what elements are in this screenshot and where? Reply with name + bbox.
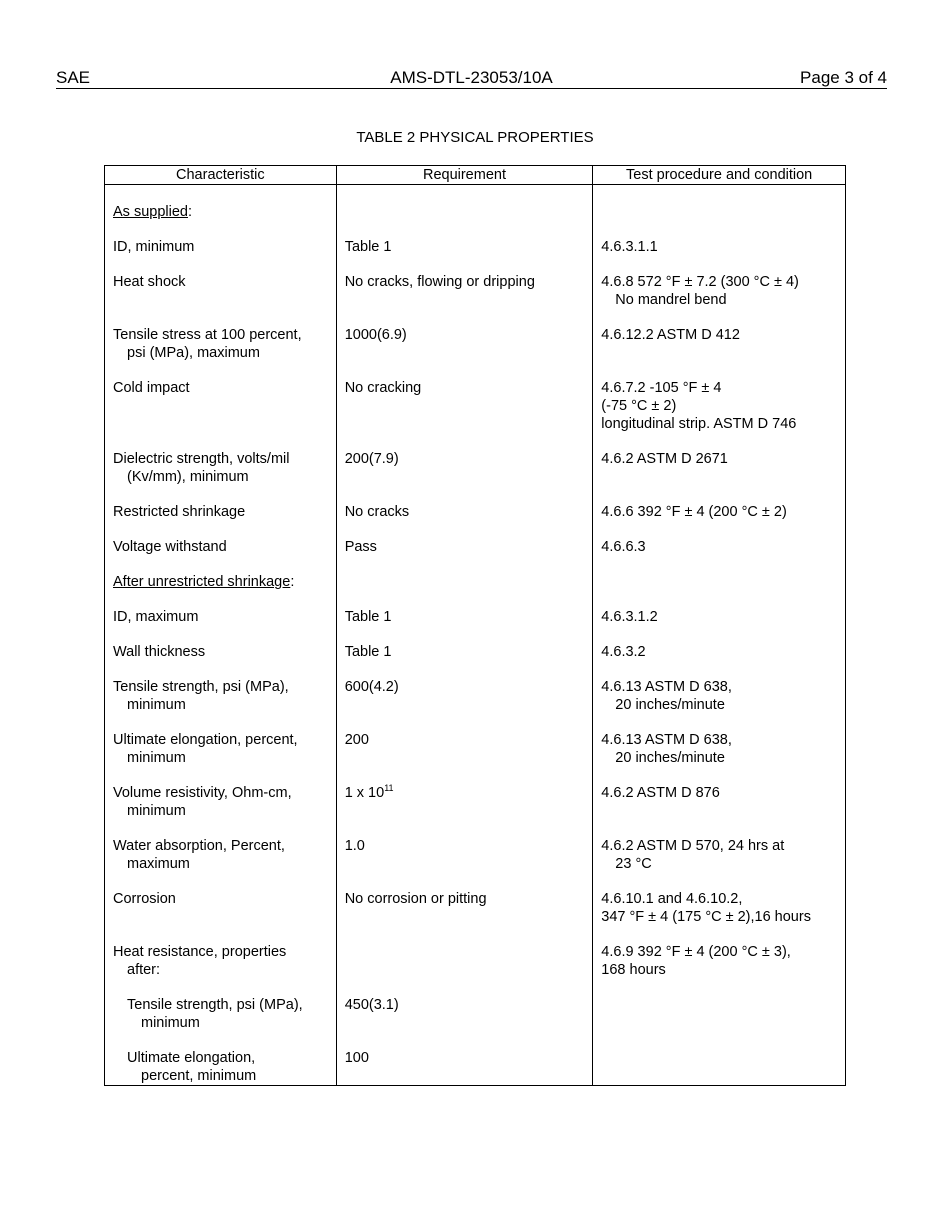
requirement-cell: 1000(6.9) (336, 326, 593, 379)
section-heading: After unrestricted shrinkage: (105, 573, 337, 608)
test-cell: 4.6.3.2 (593, 643, 846, 678)
characteristic-cell: Corrosion (105, 890, 337, 943)
test-cell: 4.6.6 392 °F ± 4 (200 °C ± 2) (593, 503, 846, 538)
characteristic-cell: Cold impact (105, 379, 337, 450)
column-header-test-procedure: Test procedure and condition (593, 166, 846, 185)
test-cell: 4.6.2 ASTM D 2671 (593, 450, 846, 503)
header-org: SAE (56, 68, 91, 87)
test-cell: 4.6.13 ASTM D 638, 20 inches/minute (593, 678, 846, 731)
test-cell: 4.6.3.1.1 (593, 238, 846, 273)
test-cell (593, 996, 846, 1049)
table-row (105, 1049, 846, 1086)
table-row (105, 238, 846, 273)
table-row (105, 996, 846, 1049)
characteristic-cell: Restricted shrinkage (105, 503, 337, 538)
table-row (105, 273, 846, 326)
characteristic-cell: ID, minimum (105, 238, 337, 273)
requirement-cell: Pass (336, 538, 593, 573)
characteristic-cell: Ultimate elongation, percent, minimum (105, 1049, 337, 1086)
table-row (105, 538, 846, 573)
requirement-cell: 600(4.2) (336, 678, 593, 731)
characteristic-cell: Heat resistance, properties after: (105, 943, 337, 996)
table-row (105, 943, 846, 996)
header-doc-number: AMS-DTL-23053/10A (390, 68, 553, 87)
requirement-cell: No corrosion or pitting (336, 890, 593, 943)
table-row (105, 608, 846, 643)
requirement-cell: 200 (336, 731, 593, 784)
table-row (105, 643, 846, 678)
requirement-cell: Table 1 (336, 608, 593, 643)
table-row (105, 503, 846, 538)
characteristic-cell: Tensile stress at 100 percent, psi (MPa), maximum (105, 326, 337, 379)
characteristic-cell: Tensile strength, psi (MPa), minimum (105, 678, 337, 731)
requirement-cell: 200(7.9) (336, 450, 593, 503)
table-row (105, 890, 846, 943)
test-cell (593, 1049, 846, 1086)
table-title: TABLE 2 PHYSICAL PROPERTIES (356, 129, 594, 146)
requirement-cell: Table 1 (336, 643, 593, 678)
table-row (105, 379, 846, 450)
characteristic-cell: Wall thickness (105, 643, 337, 678)
physical-properties-table (104, 165, 846, 1086)
characteristic-cell: ID, maximum (105, 608, 337, 643)
table-header-row (105, 166, 846, 185)
table-row (105, 450, 846, 503)
requirement-cell: No cracks (336, 503, 593, 538)
characteristic-cell: Ultimate elongation, percent, minimum (105, 731, 337, 784)
requirement-cell: 100 (336, 1049, 593, 1086)
table-row (105, 731, 846, 784)
table-row (105, 784, 846, 837)
characteristic-cell: Heat shock (105, 273, 337, 326)
test-cell: 4.6.2 ASTM D 876 (593, 784, 846, 837)
page-header (56, 68, 887, 89)
table-row (105, 678, 846, 731)
requirement-cell (336, 943, 593, 996)
section-heading: As supplied: (105, 185, 337, 239)
requirement-cell: No cracks, flowing or dripping (336, 273, 593, 326)
requirement-cell: 450(3.1) (336, 996, 593, 1049)
characteristic-cell: Voltage withstand (105, 538, 337, 573)
requirement-cell: Table 1 (336, 238, 593, 273)
requirement-cell: 1 x $10^{11}$ (336, 784, 593, 837)
characteristic-cell: Dielectric strength, volts/mil (Kv/mm), minimum (105, 450, 337, 503)
test-cell: 4.6.10.1 and 4.6.10.2, 347 °F ± 4 (175 °C ± 2),16 hours (593, 890, 846, 943)
characteristic-cell: Tensile strength, psi (MPa), minimum (105, 996, 337, 1049)
table-row (105, 326, 846, 379)
test-cell: 4.6.12.2 ASTM D 412 (593, 326, 846, 379)
section-row (105, 573, 846, 608)
test-cell: 4.6.9 392 °F ± 4 (200 °C ± 3), 168 hours (593, 943, 846, 996)
test-cell: 4.6.3.1.2 (593, 608, 846, 643)
test-cell: 4.6.13 ASTM D 638, 20 inches/minute (593, 731, 846, 784)
header-page-number: Page 3 of 4 (800, 68, 887, 87)
requirement-cell: 1.0 (336, 837, 593, 890)
test-cell: 4.6.2 ASTM D 570, 24 hrs at 23 °C (593, 837, 846, 890)
characteristic-cell: Water absorption, Percent, maximum (105, 837, 337, 890)
section-row (105, 185, 846, 239)
table-row (105, 837, 846, 890)
test-cell: 4.6.6.3 (593, 538, 846, 573)
column-header-characteristic: Characteristic (105, 166, 337, 185)
characteristic-cell: Volume resistivity, Ohm-cm, minimum (105, 784, 337, 837)
requirement-cell: No cracking (336, 379, 593, 450)
test-cell: 4.6.7.2 -105 °F ± 4 (-75 °C ± 2) longitudinal strip. ASTM D 746 (593, 379, 846, 450)
test-cell: 4.6.8 572 °F ± 7.2 (300 °C ± 4) No mandrel bend (593, 273, 846, 326)
column-header-requirement: Requirement (336, 166, 593, 185)
